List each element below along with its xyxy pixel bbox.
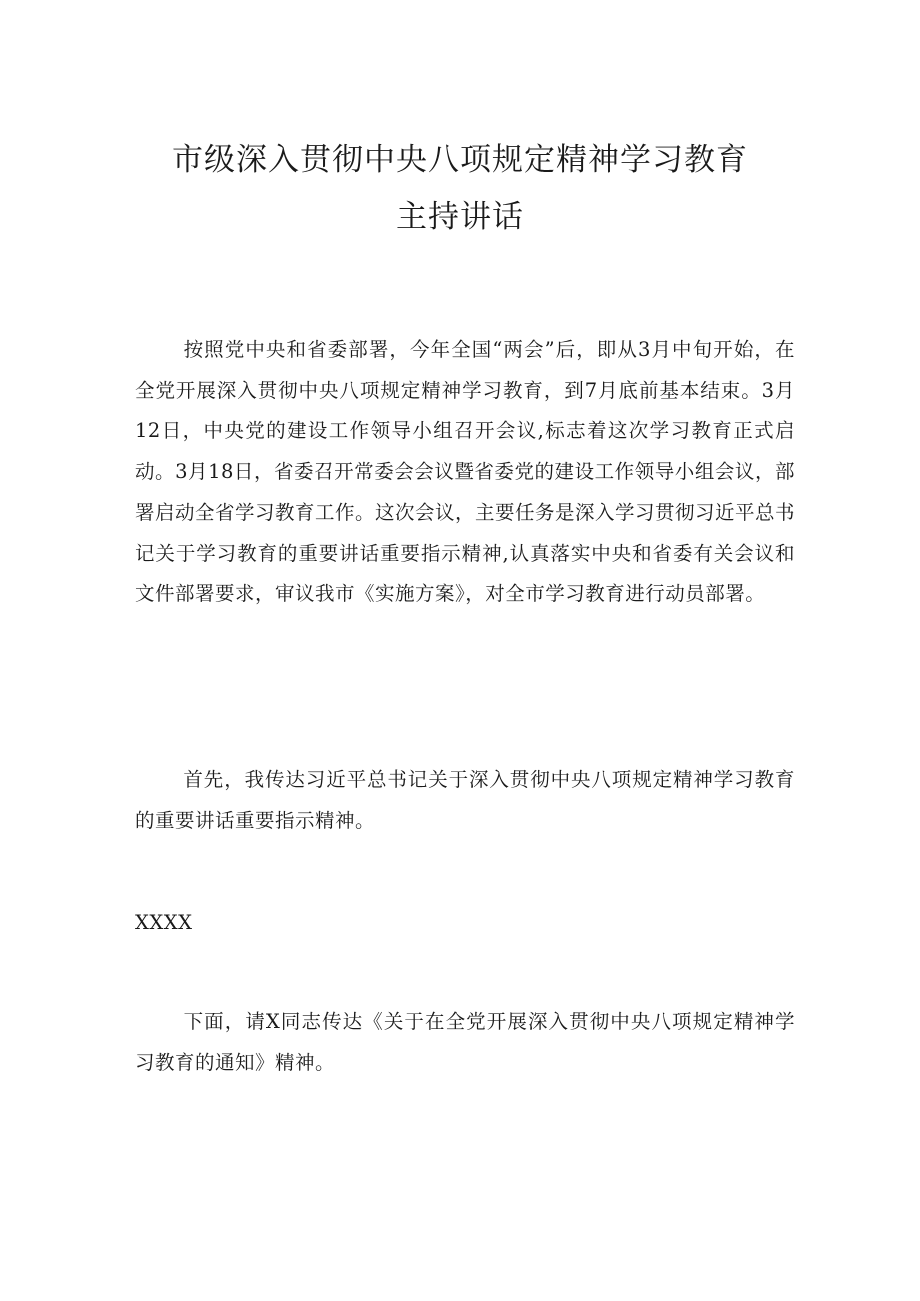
paragraph-placeholder: XXXX — [135, 911, 193, 934]
paragraph-convey-speech — [135, 760, 795, 841]
paragraph-text: 按照党中央和省委部署，今年全国“两会”后，即从3月中旬开始，在全党开展深入贯彻中央八项规定精神学习教育，到7月底前基本结束。3月12日，中央党的建设工作领导小组召开会议,标志着这次学习教育正式启动。3月18日，省委召开常委会会议暨省委党的建设工作领导小组会议，部署启动全省学习教育工作。这次会议，主要任务是深入学习贯彻习近平总书记关于学习教育的重要讲话重要指示精神,认真落实中央和省委有关会议和文件部署要求，审议我市《实施方案》，对全市学习教育进行动员部署。 — [135, 338, 796, 606]
document-title-line-1: 市级深入贯彻中央八项规定精神学习教育 — [172, 142, 748, 178]
paragraph-text: 首先，我传达习近平总书记关于深入贯彻中央八项规定精神学习教育的重要讲话重要指示精神。 — [135, 768, 795, 832]
paragraph-opening — [135, 330, 795, 615]
paragraph-convey-notice — [135, 1002, 795, 1083]
paragraph-text: 下面，请X同志传达《关于在全党开展深入贯彻中央八项规定精神学习教育的通知》精神。 — [135, 1010, 795, 1074]
document-title-line-2: 主持讲话 — [396, 199, 524, 235]
